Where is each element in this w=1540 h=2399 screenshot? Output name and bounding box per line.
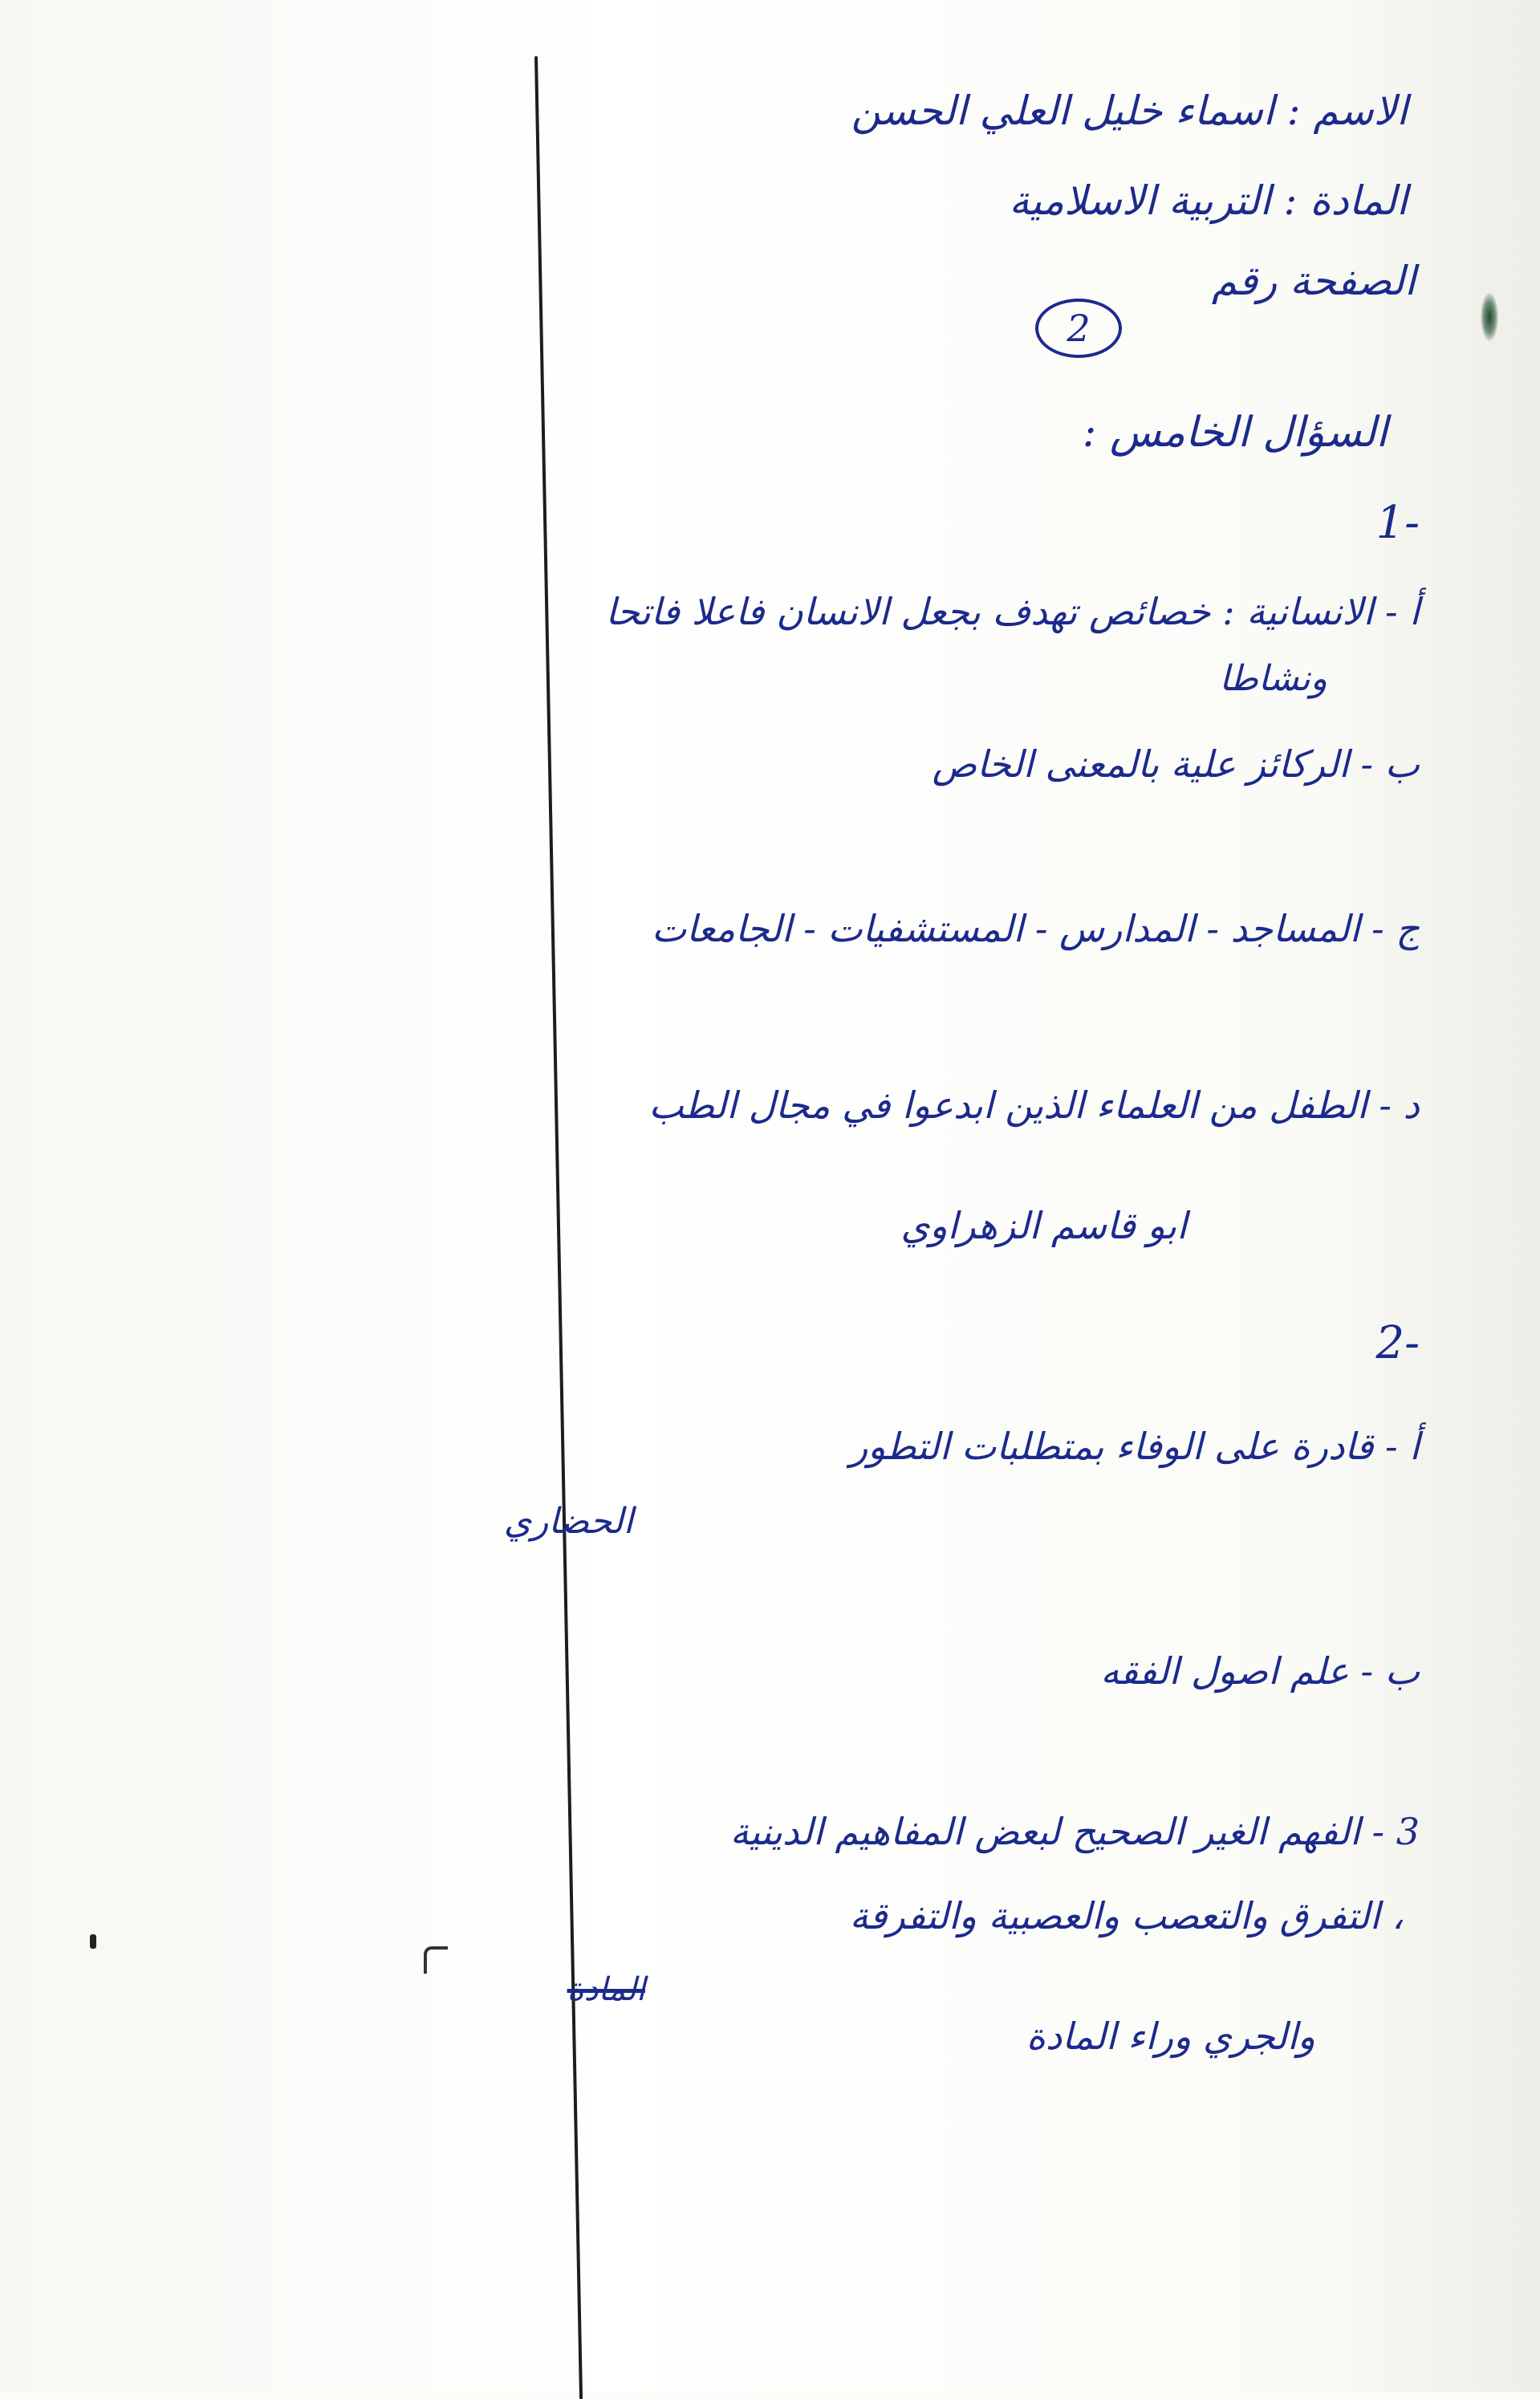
ink-dot bbox=[90, 1934, 96, 1949]
part3-answer-cont1: ، التفرق والتعصب والعصبية والتفرقة bbox=[849, 1894, 1404, 1937]
part3-struck-word: المادة bbox=[567, 1971, 645, 2008]
part1-answer-d: د - الطفل من العلماء الذين ابدعوا في مجال الطب bbox=[648, 1084, 1420, 1127]
part1-answer-c: ج - المساجد - المدارس - المستشفيات - الجامعات bbox=[651, 907, 1420, 950]
part1-answer-a: أ - الانسانية : خصائص تهدف بجعل الانسان فاعلا فاتحا bbox=[605, 590, 1420, 633]
part2-answer-a: أ - قادرة على الوفاء بمتطلبات التطور bbox=[850, 1425, 1420, 1468]
part2-number: -2 bbox=[1375, 1317, 1420, 1369]
part1-number: -1 bbox=[1375, 497, 1420, 549]
question-title: السؤال الخامس : bbox=[1082, 409, 1388, 457]
part2-answer-b: ب - علم اصول الفقه bbox=[1100, 1649, 1420, 1693]
part2-answer-a-cont: الحضاري bbox=[503, 1501, 633, 1542]
part3-answer-cont2: والجري وراء المادة bbox=[1026, 2015, 1315, 2058]
part1-answer-b: ب - الركائز علية بالمعنى الخاص bbox=[932, 742, 1420, 786]
student-name: الاسم : اسماء خليل العلي الحسن bbox=[851, 87, 1408, 134]
page-number-circle: 2 bbox=[1035, 299, 1122, 358]
part1-answer-a-cont: ونشاطا bbox=[1219, 658, 1327, 699]
page-label: الصفحة رقم bbox=[1211, 258, 1416, 304]
part1-answer-d-cont: ابو قاسم الزهراوي bbox=[900, 1204, 1187, 1247]
subject-line: المادة : التربية الاسلامية bbox=[1009, 177, 1408, 224]
ink-smudge bbox=[1481, 293, 1498, 341]
pen-mark bbox=[424, 1946, 448, 1974]
part3-answer: 3 - الفهم الغير الصحيح لبعض المفاهيم الدينية bbox=[729, 1810, 1420, 1853]
